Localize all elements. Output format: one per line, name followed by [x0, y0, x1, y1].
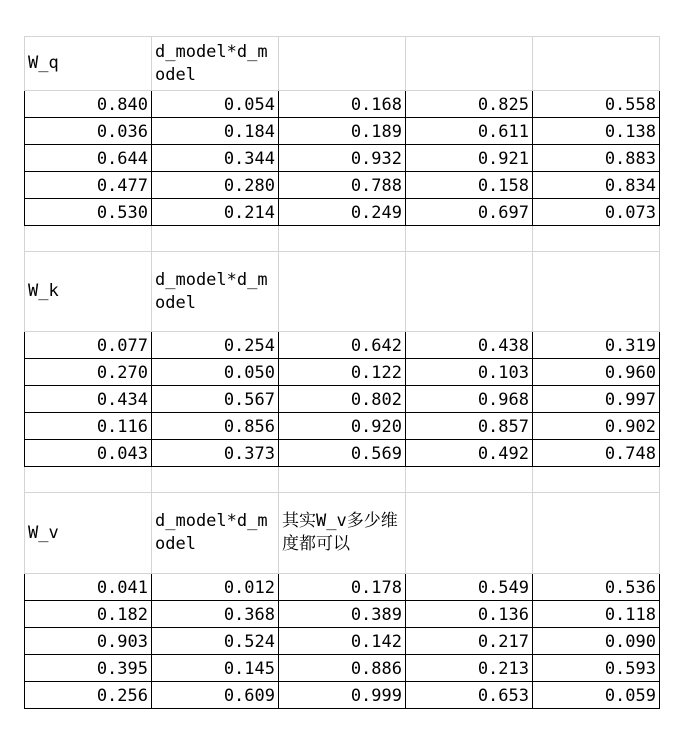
empty-cell[interactable]	[533, 226, 660, 252]
value-cell[interactable]: 0.158	[406, 172, 533, 199]
value-cell[interactable]: 0.593	[533, 655, 660, 682]
value-cell[interactable]: 0.059	[533, 682, 660, 709]
value-cell[interactable]: 0.834	[533, 172, 660, 199]
matrix-row	[25, 118, 660, 145]
value-cell[interactable]: 0.217	[406, 628, 533, 655]
empty-cell[interactable]	[406, 226, 533, 252]
value-cell[interactable]: 0.903	[25, 628, 152, 655]
value-cell[interactable]: 0.825	[406, 91, 533, 118]
empty-cell[interactable]	[152, 467, 279, 493]
matrix-row	[25, 628, 660, 655]
value-cell[interactable]: 0.012	[152, 574, 279, 601]
empty-cell[interactable]	[406, 467, 533, 493]
value-cell[interactable]: 0.536	[533, 574, 660, 601]
matrix-row	[25, 332, 660, 359]
value-cell[interactable]: 0.960	[533, 359, 660, 386]
value-cell[interactable]: 0.184	[152, 118, 279, 145]
matrix-row	[25, 574, 660, 601]
empty-cell[interactable]	[279, 226, 406, 252]
matrix-header-row	[25, 493, 660, 574]
matrix-row	[25, 440, 660, 467]
value-cell[interactable]: 0.122	[279, 359, 406, 386]
spacer-row	[25, 226, 660, 252]
matrix-name-cell[interactable]: W_k	[25, 252, 152, 332]
value-cell[interactable]: 0.249	[279, 199, 406, 226]
matrix-note-cell[interactable]	[279, 37, 406, 91]
value-cell[interactable]: 0.788	[279, 172, 406, 199]
matrix-dims-cell[interactable]: d_model*d_model	[152, 252, 279, 332]
value-cell[interactable]: 0.373	[152, 440, 279, 467]
value-cell[interactable]: 0.036	[25, 118, 152, 145]
matrix-row	[25, 682, 660, 709]
value-cell[interactable]: 0.103	[406, 359, 533, 386]
value-cell[interactable]: 0.168	[279, 91, 406, 118]
value-cell[interactable]: 0.902	[533, 413, 660, 440]
value-cell[interactable]: 0.254	[152, 332, 279, 359]
value-cell[interactable]: 0.041	[25, 574, 152, 601]
matrix-row	[25, 386, 660, 413]
value-cell[interactable]: 0.558	[533, 91, 660, 118]
value-cell[interactable]: 0.256	[25, 682, 152, 709]
value-cell[interactable]: 0.569	[279, 440, 406, 467]
value-cell[interactable]: 0.802	[279, 386, 406, 413]
empty-cell[interactable]	[406, 37, 533, 91]
value-cell[interactable]: 0.043	[25, 440, 152, 467]
empty-cell[interactable]	[533, 37, 660, 91]
empty-cell[interactable]	[279, 467, 406, 493]
value-cell[interactable]: 0.609	[152, 682, 279, 709]
value-cell[interactable]: 0.116	[25, 413, 152, 440]
matrix-row	[25, 199, 660, 226]
value-cell[interactable]: 0.530	[25, 199, 152, 226]
matrix-header-row	[25, 37, 660, 91]
matrix-row	[25, 413, 660, 440]
value-cell[interactable]: 0.642	[279, 332, 406, 359]
matrix-dims-cell[interactable]: d_model*d_model	[152, 493, 279, 574]
value-cell[interactable]: 0.214	[152, 199, 279, 226]
value-cell[interactable]: 0.840	[25, 91, 152, 118]
value-cell[interactable]: 0.611	[406, 118, 533, 145]
matrix-note-cell[interactable]: 其实W_v多少维度都可以	[279, 493, 406, 574]
value-cell[interactable]: 0.697	[406, 199, 533, 226]
value-cell[interactable]: 0.438	[406, 332, 533, 359]
value-cell[interactable]: 0.857	[406, 413, 533, 440]
value-cell[interactable]: 0.997	[533, 386, 660, 413]
value-cell[interactable]: 0.921	[406, 145, 533, 172]
value-cell[interactable]: 0.748	[533, 440, 660, 467]
empty-cell[interactable]	[152, 226, 279, 252]
value-cell[interactable]: 0.999	[279, 682, 406, 709]
value-cell[interactable]: 0.118	[533, 601, 660, 628]
value-cell[interactable]: 0.145	[152, 655, 279, 682]
value-cell[interactable]: 0.524	[152, 628, 279, 655]
spacer-row	[25, 467, 660, 493]
value-cell[interactable]: 0.344	[152, 145, 279, 172]
spreadsheet-grid	[24, 36, 660, 709]
value-cell[interactable]: 0.549	[406, 574, 533, 601]
matrix-name-cell[interactable]: W_q	[25, 37, 152, 91]
value-cell[interactable]: 0.477	[25, 172, 152, 199]
matrix-note-cell[interactable]	[279, 252, 406, 332]
value-cell[interactable]: 0.920	[279, 413, 406, 440]
matrix-row	[25, 91, 660, 118]
value-cell[interactable]: 0.886	[279, 655, 406, 682]
matrix-header-row	[25, 252, 660, 332]
value-cell[interactable]: 0.136	[406, 601, 533, 628]
matrix-row	[25, 145, 660, 172]
value-cell[interactable]: 0.932	[279, 145, 406, 172]
value-cell[interactable]: 0.054	[152, 91, 279, 118]
value-cell[interactable]: 0.653	[406, 682, 533, 709]
value-cell[interactable]: 0.270	[25, 359, 152, 386]
matrix-dims-cell[interactable]: d_model*d_model	[152, 37, 279, 91]
empty-cell[interactable]	[533, 493, 660, 574]
value-cell[interactable]: 0.968	[406, 386, 533, 413]
value-cell[interactable]: 0.368	[152, 601, 279, 628]
empty-cell[interactable]	[25, 226, 152, 252]
matrix-row	[25, 172, 660, 199]
value-cell[interactable]: 0.434	[25, 386, 152, 413]
empty-cell[interactable]	[25, 467, 152, 493]
value-cell[interactable]: 0.073	[533, 199, 660, 226]
value-cell[interactable]: 0.389	[279, 601, 406, 628]
value-cell[interactable]: 0.138	[533, 118, 660, 145]
value-cell[interactable]: 0.492	[406, 440, 533, 467]
matrix-name-cell[interactable]: W_v	[25, 493, 152, 574]
value-cell[interactable]: 0.050	[152, 359, 279, 386]
value-cell[interactable]: 0.395	[25, 655, 152, 682]
value-cell[interactable]: 0.856	[152, 413, 279, 440]
matrix-row	[25, 601, 660, 628]
value-cell[interactable]: 0.883	[533, 145, 660, 172]
matrix-row	[25, 359, 660, 386]
value-cell[interactable]: 0.090	[533, 628, 660, 655]
value-cell[interactable]: 0.182	[25, 601, 152, 628]
value-cell[interactable]: 0.280	[152, 172, 279, 199]
value-cell[interactable]: 0.567	[152, 386, 279, 413]
value-cell[interactable]: 0.189	[279, 118, 406, 145]
value-cell[interactable]: 0.178	[279, 574, 406, 601]
empty-cell[interactable]	[533, 252, 660, 332]
empty-cell[interactable]	[533, 467, 660, 493]
value-cell[interactable]: 0.644	[25, 145, 152, 172]
empty-cell[interactable]	[406, 252, 533, 332]
empty-cell[interactable]	[406, 493, 533, 574]
value-cell[interactable]: 0.213	[406, 655, 533, 682]
value-cell[interactable]: 0.142	[279, 628, 406, 655]
value-cell[interactable]: 0.077	[25, 332, 152, 359]
value-cell[interactable]: 0.319	[533, 332, 660, 359]
matrix-row	[25, 655, 660, 682]
